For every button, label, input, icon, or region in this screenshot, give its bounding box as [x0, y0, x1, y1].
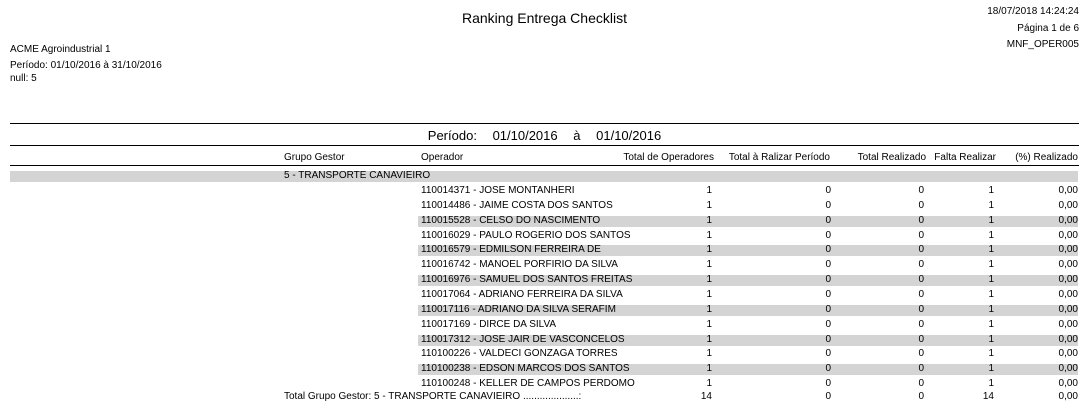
- group-total-label: Total Grupo Gestor: 5 - TRANSPORTE CANAVIEIRO ....................:: [284, 391, 582, 402]
- period-filter: Período: 01/10/2016 à 31/10/2016: [10, 60, 162, 71]
- col-total-a-realizar: Total à Ralizar Período: [728, 152, 830, 163]
- operator-realizado: 0: [918, 214, 924, 226]
- operator-name: 110017312 - JOSE JAIR DE VASCONCELOS: [421, 333, 625, 345]
- table-row: [0, 229, 1089, 244]
- operator-name: 110015528 - CELSO DO NASCIMENTO: [421, 214, 601, 226]
- table-row: [0, 273, 1089, 288]
- operator-a-realizar: 0: [825, 229, 831, 241]
- operator-pct: 0,00: [1058, 288, 1078, 300]
- group-total-pct: 0,00: [1058, 391, 1078, 402]
- col-grupo-gestor: Grupo Gestor: [284, 152, 345, 163]
- table-row: [0, 184, 1089, 199]
- company-name: ACME Agroindustrial 1: [10, 44, 111, 55]
- operator-realizado: 0: [918, 378, 924, 390]
- operator-name: 110017116 - ADRIANO DA SILVA SERAFIM: [421, 303, 616, 315]
- operator-falta: 1: [988, 229, 994, 241]
- operator-a-realizar: 0: [825, 259, 831, 271]
- table-row: [0, 288, 1089, 303]
- col-pct-realizado: (%) Realizado: [1015, 152, 1078, 163]
- page-indicator: Página 1 de 6: [1017, 23, 1079, 34]
- table-row: [0, 303, 1089, 318]
- table-row: [0, 214, 1089, 229]
- operator-realizado: 0: [918, 185, 924, 196]
- operator-a-realizar: 0: [825, 348, 831, 360]
- operator-realizado: 0: [918, 348, 924, 360]
- operator-pct: 0,00: [1058, 244, 1078, 256]
- operator-name: 110014371 - JOSE MONTANHERI: [421, 185, 575, 196]
- operator-total: 1: [706, 363, 712, 375]
- header-rule: [10, 165, 1079, 166]
- operator-pct: 0,00: [1058, 274, 1078, 286]
- operator-falta: 1: [988, 363, 994, 375]
- table-row: [0, 333, 1089, 348]
- operator-pct: 0,00: [1058, 378, 1078, 390]
- operator-realizado: 0: [918, 318, 924, 330]
- operator-total: 1: [706, 214, 712, 226]
- operator-falta: 1: [988, 259, 994, 271]
- operator-total: 1: [706, 244, 712, 256]
- report-code: MNF_OPER005: [1006, 39, 1079, 50]
- operator-total: 1: [706, 199, 712, 211]
- operator-name: 110016579 - EDMILSON FERREIRA DE: [421, 244, 601, 256]
- group-total-a-realizar: 0: [825, 391, 831, 402]
- period-separator: à: [573, 128, 581, 143]
- operator-total: 1: [706, 229, 712, 241]
- top-rule: [10, 123, 1079, 124]
- operator-falta: 1: [988, 303, 994, 315]
- operator-a-realizar: 0: [825, 378, 831, 390]
- operator-pct: 0,00: [1058, 259, 1078, 271]
- table-row: [0, 199, 1089, 214]
- operator-falta: 1: [988, 348, 994, 360]
- operator-falta: 1: [988, 318, 994, 330]
- operator-realizado: 0: [918, 363, 924, 375]
- operator-name: 110016029 - PAULO ROGERIO DOS SANTOS: [421, 229, 631, 241]
- operator-a-realizar: 0: [825, 333, 831, 345]
- group-band: [10, 171, 1078, 182]
- operator-realizado: 0: [918, 274, 924, 286]
- group-total-falta: 14: [982, 391, 994, 402]
- operator-realizado: 0: [918, 288, 924, 300]
- operator-total: 1: [706, 274, 712, 286]
- operator-total: 1: [706, 378, 712, 390]
- operator-total: 1: [706, 185, 712, 196]
- operator-name: 110100238 - EDSON MARCOS DOS SANTOS: [421, 363, 630, 375]
- operator-pct: 0,00: [1058, 229, 1078, 241]
- operator-pct: 0,00: [1058, 214, 1078, 226]
- operator-a-realizar: 0: [825, 363, 831, 375]
- operator-a-realizar: 0: [825, 303, 831, 315]
- operator-falta: 1: [988, 244, 994, 256]
- col-falta-realizar: Falta Realizar: [934, 152, 996, 163]
- operator-pct: 0,00: [1058, 318, 1078, 330]
- operator-a-realizar: 0: [825, 288, 831, 300]
- table-row: [0, 362, 1089, 377]
- operator-a-realizar: 0: [825, 318, 831, 330]
- operator-falta: 1: [988, 214, 994, 226]
- period-start: 01/10/2016: [492, 128, 558, 143]
- operator-a-realizar: 0: [825, 274, 831, 286]
- group-label: 5 - TRANSPORTE CANAVIEIRO: [284, 170, 431, 181]
- table-row: [0, 243, 1089, 258]
- operator-total: 1: [706, 259, 712, 271]
- operator-realizado: 0: [918, 333, 924, 345]
- operator-pct: 0,00: [1058, 303, 1078, 315]
- operator-a-realizar: 0: [825, 244, 831, 256]
- operator-a-realizar: 0: [825, 185, 831, 196]
- operator-name: 110017064 - ADRIANO FERREIRA DA SILVA: [421, 288, 623, 300]
- operator-a-realizar: 0: [825, 214, 831, 226]
- operator-pct: 0,00: [1058, 333, 1078, 345]
- operator-falta: 1: [988, 274, 994, 286]
- table-row: [0, 347, 1089, 362]
- operator-realizado: 0: [918, 259, 924, 271]
- operator-total: 1: [706, 303, 712, 315]
- operator-name: 110017169 - DIRCE DA SILVA: [421, 318, 557, 330]
- operator-falta: 1: [988, 288, 994, 300]
- operator-realizado: 0: [918, 229, 924, 241]
- operator-falta: 1: [988, 199, 994, 211]
- operator-realizado: 0: [918, 244, 924, 256]
- operator-total: 1: [706, 348, 712, 360]
- operator-realizado: 0: [918, 303, 924, 315]
- operator-name: 110014486 - JAIME COSTA DOS SANTOS: [421, 199, 613, 211]
- operator-pct: 0,00: [1058, 348, 1078, 360]
- col-total-operadores: Total de Operadores: [623, 152, 714, 163]
- col-operador: Operador: [421, 152, 464, 163]
- group-total-operadores: 14: [700, 391, 712, 402]
- operator-falta: 1: [988, 378, 994, 390]
- col-total-realizado: Total Realizado: [857, 152, 926, 163]
- period-rule: [10, 145, 1079, 146]
- period-end: 01/10/2016: [596, 128, 662, 143]
- operator-total: 1: [706, 288, 712, 300]
- operator-name: 110016976 - SAMUEL DOS SANTOS FREITAS: [421, 274, 633, 286]
- operator-falta: 1: [988, 333, 994, 345]
- null-filter: null: 5: [10, 73, 37, 84]
- operator-name: 110016742 - MANOEL PORFIRIO DA SILVA: [421, 259, 618, 271]
- operator-realizado: 0: [918, 199, 924, 211]
- operator-a-realizar: 0: [825, 199, 831, 211]
- table-row: [0, 318, 1089, 333]
- operator-pct: 0,00: [1058, 199, 1078, 211]
- operator-total: 1: [706, 333, 712, 345]
- operator-pct: 0,00: [1058, 363, 1078, 375]
- period-header: [0, 128, 1089, 143]
- group-total-realizado: 0: [918, 391, 924, 402]
- table-row: [0, 258, 1089, 273]
- operator-name: 110100226 - VALDECI GONZAGA TORRES: [421, 348, 618, 360]
- table-row: [0, 377, 1089, 392]
- operator-name: 110100248 - KELLER DE CAMPOS PERDOMO: [421, 378, 635, 390]
- report-datetime: 18/07/2018 14:24:24: [987, 6, 1079, 17]
- operator-total: 1: [706, 318, 712, 330]
- report-title: Ranking Entrega Checklist: [462, 10, 627, 26]
- operator-pct: 0,00: [1058, 185, 1078, 196]
- operator-falta: 1: [988, 185, 994, 196]
- period-label: Período:: [427, 128, 477, 143]
